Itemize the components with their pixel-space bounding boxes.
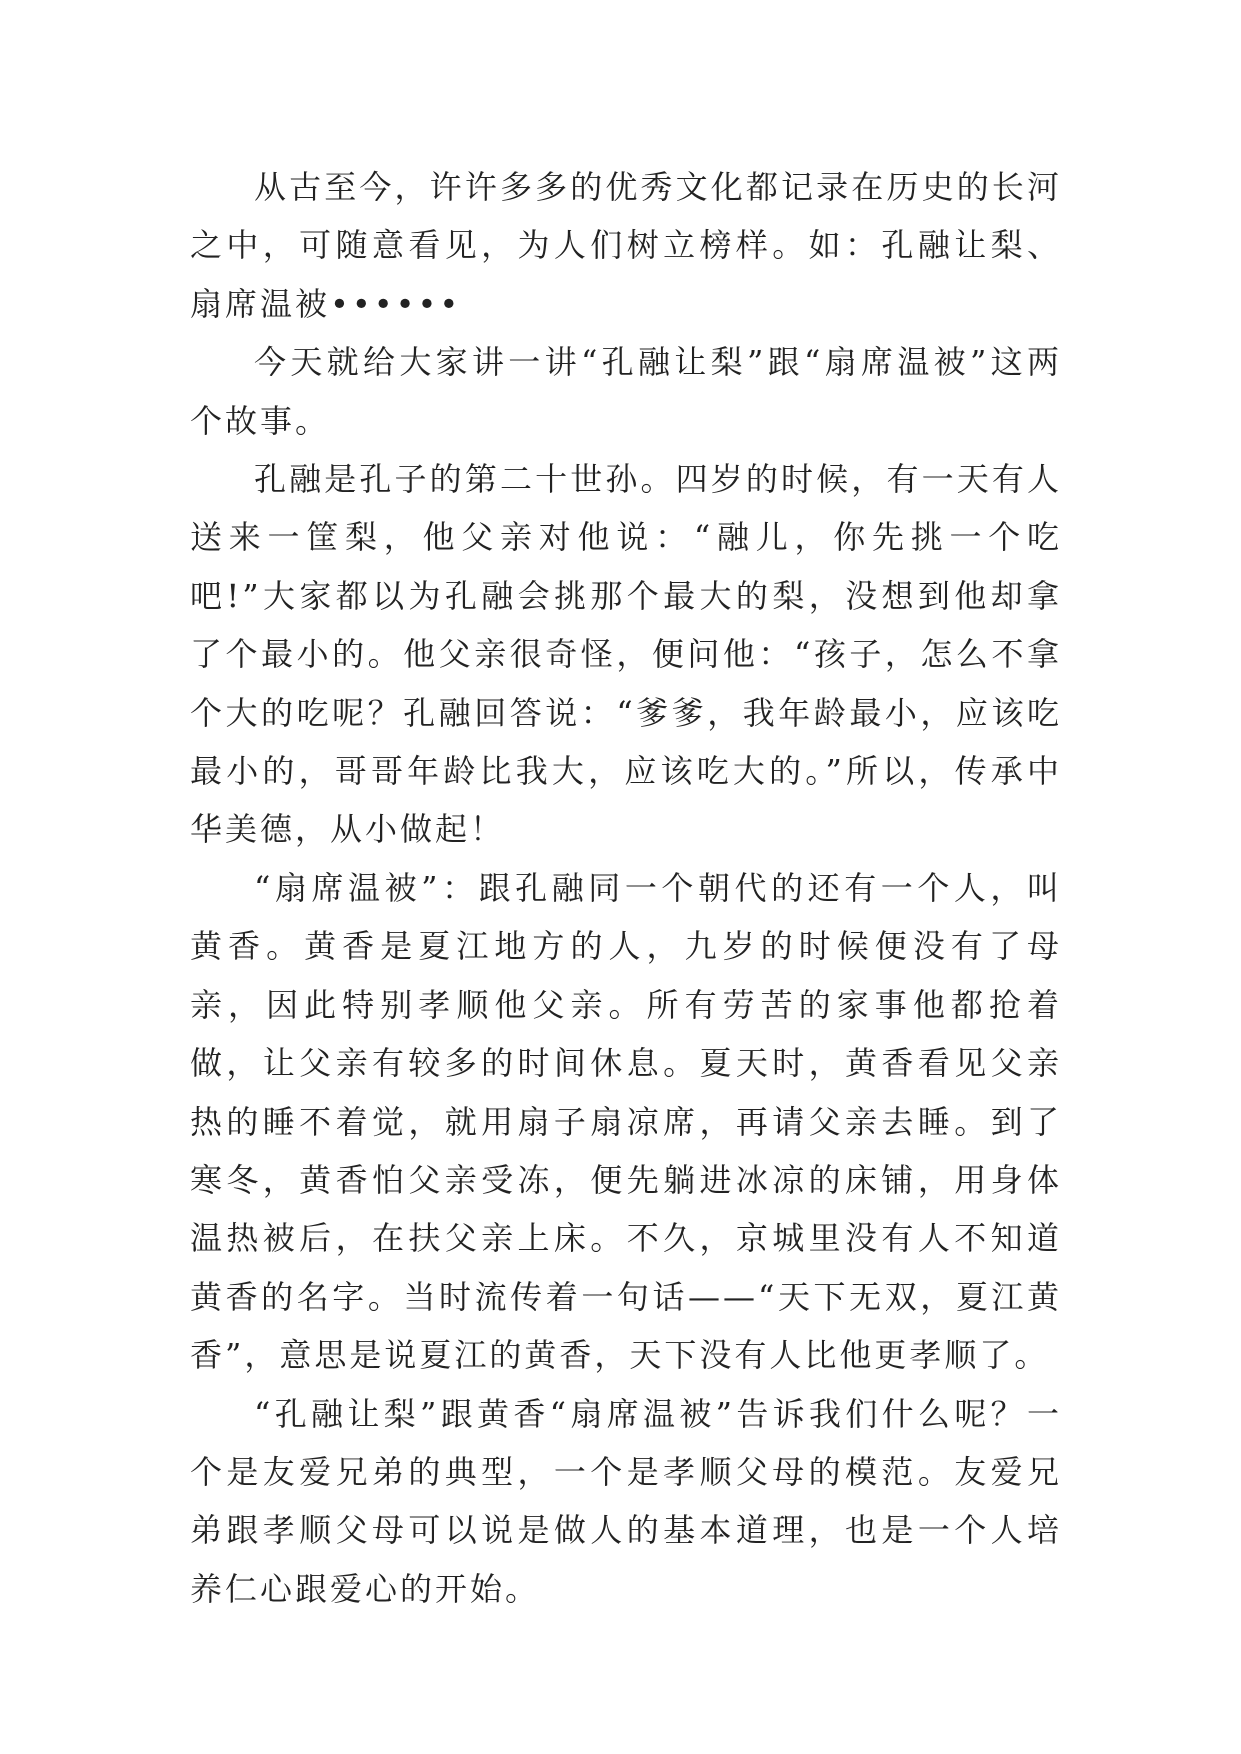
paragraph-kong-rong: 孔融是孔子的第二十世孙。四岁的时候，有一天有人送来一筐梨，他父亲对他说：“融儿，你先挑一个吃吧!”大家都以为孔融会挑那个最大的梨，没想到他却拿了个最小的。他父亲很奇怪，便问他：“孩子，怎么不拿个大的吃呢？孔融回答说：“爹爹，我年龄最小，应该吃最小的，哥哥年龄比我大，应该吃大的。”所以，传承中华美德，从小做起！ [190, 460, 1062, 849]
paragraph-preface: 今天就给大家讲一讲“孔融让梨”跟“扇席温被”这两个故事。 [190, 343, 1062, 440]
paragraph-intro: 从古至今，许许多多的优秀文化都记录在历史的长河之中，可随意看见，为人们树立榜样。如：孔融让梨、扇席温被•••••• [190, 168, 1062, 323]
paragraph-huang-xiang: “扇席温被”：跟孔融同一个朝代的还有一个人，叫黄香。黄香是夏江地方的人，九岁的时候便没有了母亲，因此特别孝顺他父亲。所有劳苦的家事他都抢着做，让父亲有较多的时间休息。夏天时，黄香看见父亲热的睡不着觉，就用扇子扇凉席，再请父亲去睡。到了寒冬，黄香怕父亲受冻，便先躺进冰凉的床铺，用身体温热被后，在扶父亲上床。不久，京城里没有人不知道黄香的名字。当时流传着一句话——“天下无双，夏江黄香”，意思是说夏江的黄香，天下没有人比他更孝顺了。 [190, 868, 1062, 1375]
paragraph-conclusion: “孔融让梨”跟黄香“扇席温被”告诉我们什么呢？一个是友爱兄弟的典型，一个是孝顺父母的模范。友爱兄弟跟孝顺父母可以说是做人的基本道理，也是一个人培养仁心跟爱心的开始。 [190, 1394, 1062, 1608]
document-body [190, 158, 1062, 1618]
